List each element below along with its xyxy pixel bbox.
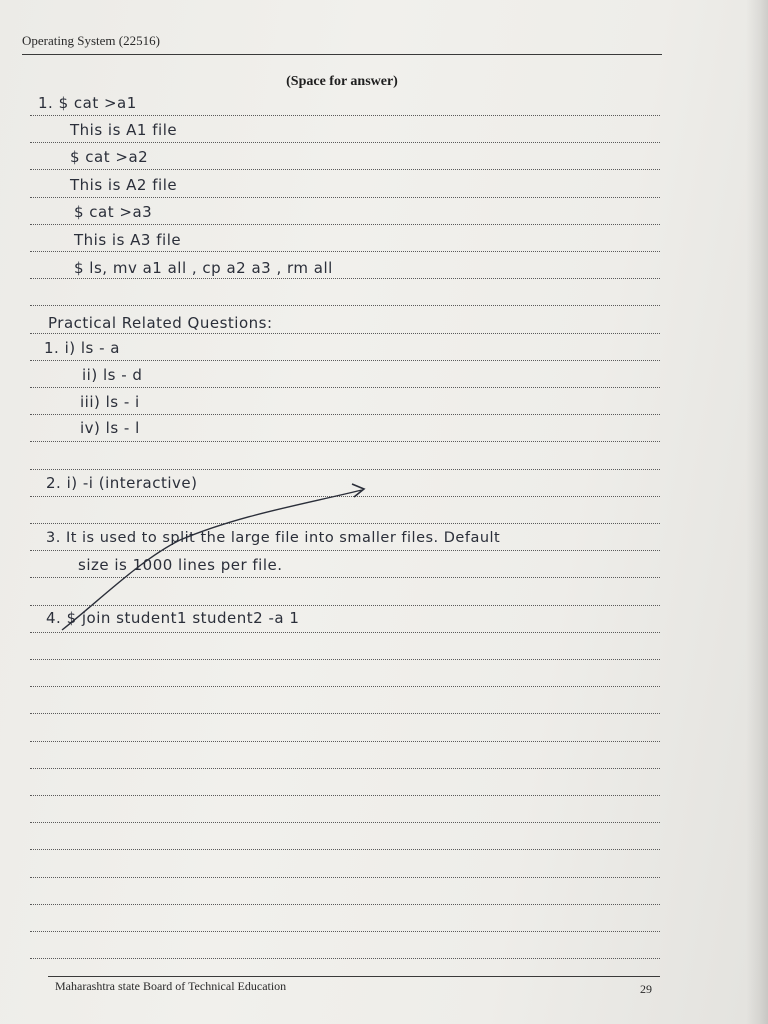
answer-line-2: This is A1 file [70, 121, 178, 139]
ruled-line [30, 605, 660, 606]
ruled-line [30, 142, 660, 143]
footer-rule [48, 976, 660, 977]
ruled-line [30, 197, 660, 198]
ruled-line [30, 333, 660, 334]
ruled-line [30, 414, 660, 415]
answer-line-5: $ cat >a3 [74, 203, 153, 221]
page-edge-shadow [746, 0, 768, 1024]
ruled-line [30, 387, 660, 388]
ruled-line [30, 931, 660, 932]
ruled-line [30, 496, 660, 497]
ruled-line [30, 523, 660, 524]
header-rule [22, 54, 662, 55]
answer-line-4: This is A2 file [70, 176, 178, 194]
answer-line-7: $ ls, mv a1 all , cp a2 a3 , rm all [74, 259, 333, 277]
practical-q1-i: 1. i) ls - a [44, 339, 120, 357]
ruled-line [30, 169, 660, 170]
page-number: 29 [640, 982, 652, 996]
ruled-line [30, 577, 660, 578]
practical-heading: Practical Related Questions: [48, 314, 273, 332]
ruled-line [30, 795, 660, 796]
ruled-line [30, 469, 660, 470]
ruled-line [30, 686, 660, 687]
ruled-line [30, 278, 660, 279]
ruled-line [30, 305, 660, 306]
practical-q1-iii: iii) ls - i [80, 393, 140, 411]
practical-q1-iv: iv) ls - l [80, 419, 140, 437]
practical-q4: 4. $ join student1 student2 -a 1 [46, 609, 300, 627]
ruled-line [30, 904, 660, 905]
practical-q1-ii: ii) ls - d [82, 366, 143, 384]
ruled-line [30, 441, 660, 442]
ruled-line [30, 877, 660, 878]
ruled-line [30, 958, 660, 959]
header-title: Operating System (22516) [22, 33, 160, 48]
answer-line-3: $ cat >a2 [70, 148, 149, 166]
ruled-line [30, 550, 660, 551]
practical-q3-line2: size is 1000 lines per file. [78, 556, 283, 574]
ruled-line [30, 768, 660, 769]
answer-line-1: 1. $ cat >a1 [38, 94, 137, 112]
footer-text: Maharashtra state Board of Technical Education [55, 979, 287, 993]
practical-q3-line1: 3. It is used to split the large file into smaller files. Default [46, 530, 501, 546]
ruled-line [30, 115, 660, 116]
ruled-line [30, 632, 660, 633]
section-title: (Space for answer) [286, 74, 398, 89]
ruled-line [30, 822, 660, 823]
answer-line-6: This is A3 file [74, 231, 182, 249]
ruled-line [30, 224, 660, 225]
ruled-line [30, 741, 660, 742]
practical-q2: 2. i) -i (interactive) [46, 474, 198, 492]
ruled-line [30, 251, 660, 252]
ruled-line [30, 713, 660, 714]
ruled-line [30, 849, 660, 850]
ruled-line [30, 360, 660, 361]
ruled-line [30, 659, 660, 660]
